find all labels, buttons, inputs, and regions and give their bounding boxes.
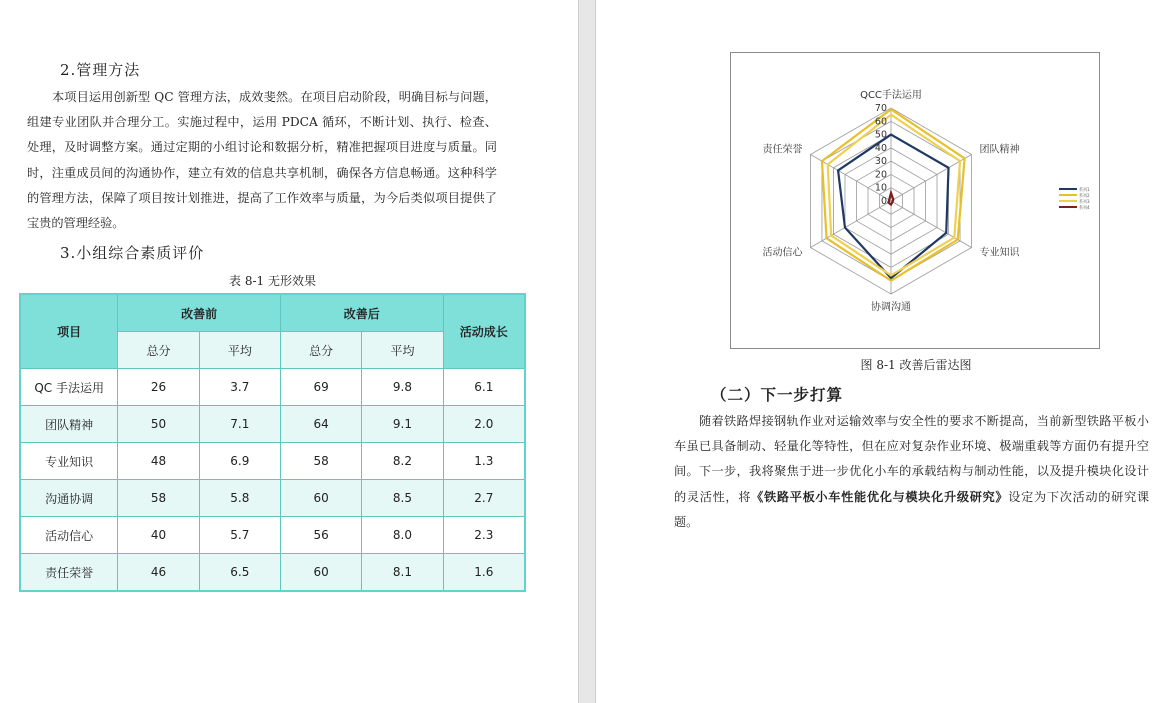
cell-after-total: 69	[281, 369, 362, 406]
cell-before-avg: 6.5	[199, 554, 280, 592]
radar-tick-label: 60	[874, 116, 887, 128]
cell-after-avg: 8.5	[362, 480, 443, 517]
cell-before-total: 40	[118, 517, 199, 554]
page-gutter	[578, 0, 596, 703]
radar-category-label: 专业知识	[979, 247, 1020, 259]
cell-growth: 2.0	[443, 406, 525, 443]
cell-growth: 2.3	[443, 517, 525, 554]
header-after: 改善后	[281, 294, 444, 332]
cell-after-avg: 8.0	[362, 517, 443, 554]
header-item: 项目	[20, 294, 118, 369]
cell-item: 专业知识	[20, 443, 118, 480]
section-3-title: 3.小组综合素质评价	[60, 244, 205, 262]
cell-before-total: 58	[118, 480, 199, 517]
legend-label: 系列4	[1079, 205, 1090, 210]
table-row	[20, 406, 525, 443]
cell-after-avg: 8.2	[362, 443, 443, 480]
radar-category-label: QCC手法运用	[860, 90, 922, 101]
cell-after-avg: 9.8	[362, 369, 443, 406]
next-step-body	[674, 409, 1149, 535]
section-2-title: 2.管理方法	[60, 61, 141, 79]
section-2-body: 本项目运用创新型 QC 管理方法，成效斐然。在项目启动阶段，明确目标与问题，组建专业团队并合理分工。实施过程中，运用 PDCA 循环，不断计划、执行、检查、处理，及时调整方案。通过定期的小组讨论和数据分析，精准把握项目进度与质量。同时，注重成员间的沟通协作，建立有效的信息共享机制，确保各方信息畅通。这种科学的管理方法，保障了项目按计划推进，提高了工作效率与质量，为今后类似项目提供了宝贵的管理经验。	[27, 90, 497, 231]
next-step-body-start: 随着铁路焊接钢轨作业对运输效率与安全性的要求不断提高，当前新型铁路平板小车虽已具备制动、轻量化等特性，但在应对复杂作业环境、极端重载等方面仍有提升空间。下一步，我将聚焦于进一步优化小车的承载结构与制动性能，以及提升模块化设计的灵活性，将	[674, 414, 1149, 504]
table-row	[20, 443, 525, 480]
radar-chart	[731, 53, 1099, 348]
subheader-avg: 平均	[362, 332, 443, 369]
radar-tick-label: 40	[874, 142, 887, 154]
header-growth: 活动成长	[443, 294, 525, 369]
table-row	[20, 554, 525, 592]
cell-before-total: 46	[118, 554, 199, 592]
next-step-body-end: 设定为下次活动的研究课题。	[674, 489, 1150, 529]
cell-item: 沟通协调	[20, 480, 118, 517]
table-caption: 表 8-1 无形效果	[229, 274, 316, 288]
radar-chart-frame	[730, 52, 1100, 349]
cell-before-avg: 5.8	[199, 480, 280, 517]
radar-tick-label: 20	[874, 169, 887, 181]
header-before: 改善前	[118, 294, 281, 332]
table-row	[20, 517, 525, 554]
right-page	[596, 0, 1153, 703]
cell-before-avg: 6.9	[199, 443, 280, 480]
radar-tick-label: 50	[874, 129, 887, 141]
radar-category-label: 责任荣誉	[762, 144, 803, 156]
radar-category-label: 活动信心	[762, 247, 803, 259]
cell-item: 活动信心	[20, 517, 118, 554]
cell-after-avg: 8.1	[362, 554, 443, 592]
cell-before-avg: 7.1	[199, 406, 280, 443]
table-row	[20, 369, 525, 406]
cell-before-total: 48	[118, 443, 199, 480]
cell-after-total: 60	[281, 480, 362, 517]
cell-before-total: 26	[118, 369, 199, 406]
quality-evaluation-table	[19, 293, 526, 592]
subheader-avg: 平均	[199, 332, 280, 369]
radar-category-label: 协调沟通	[871, 302, 911, 313]
cell-growth: 1.3	[443, 443, 525, 480]
radar-tick-label: 30	[874, 156, 887, 168]
cell-item: 责任荣誉	[20, 554, 118, 592]
cell-after-total: 58	[281, 443, 362, 480]
cell-after-total: 56	[281, 517, 362, 554]
cell-growth: 1.6	[443, 554, 525, 592]
subheader-total: 总分	[118, 332, 199, 369]
legend-label: 系列2	[1079, 193, 1090, 198]
cell-item: QC 手法运用	[20, 369, 118, 406]
subheader-total: 总分	[281, 332, 362, 369]
legend-label: 系列3	[1079, 199, 1090, 204]
cell-before-avg: 3.7	[199, 369, 280, 406]
figure-caption: 图 8-1 改善后雷达图	[860, 358, 972, 372]
radar-tick-label: 70	[874, 103, 887, 114]
table-row	[20, 480, 525, 517]
cell-before-avg: 5.7	[199, 517, 280, 554]
next-step-title: （二）下一步打算	[711, 385, 844, 404]
cell-growth: 6.1	[443, 369, 525, 406]
research-topic-title: 《铁路平板小车性能优化与模块化升级研究》	[751, 489, 1009, 504]
cell-before-total: 50	[118, 406, 199, 443]
cell-item: 团队精神	[20, 406, 118, 443]
radar-tick-label: 10	[874, 182, 887, 194]
cell-after-total: 60	[281, 554, 362, 592]
radar-tick-label: 0	[880, 196, 887, 207]
cell-growth: 2.7	[443, 480, 525, 517]
cell-after-avg: 9.1	[362, 406, 443, 443]
cell-after-total: 64	[281, 406, 362, 443]
radar-spoke	[810, 201, 891, 248]
legend-label: 系列1	[1079, 187, 1090, 192]
radar-category-label: 团队精神	[979, 144, 1020, 156]
